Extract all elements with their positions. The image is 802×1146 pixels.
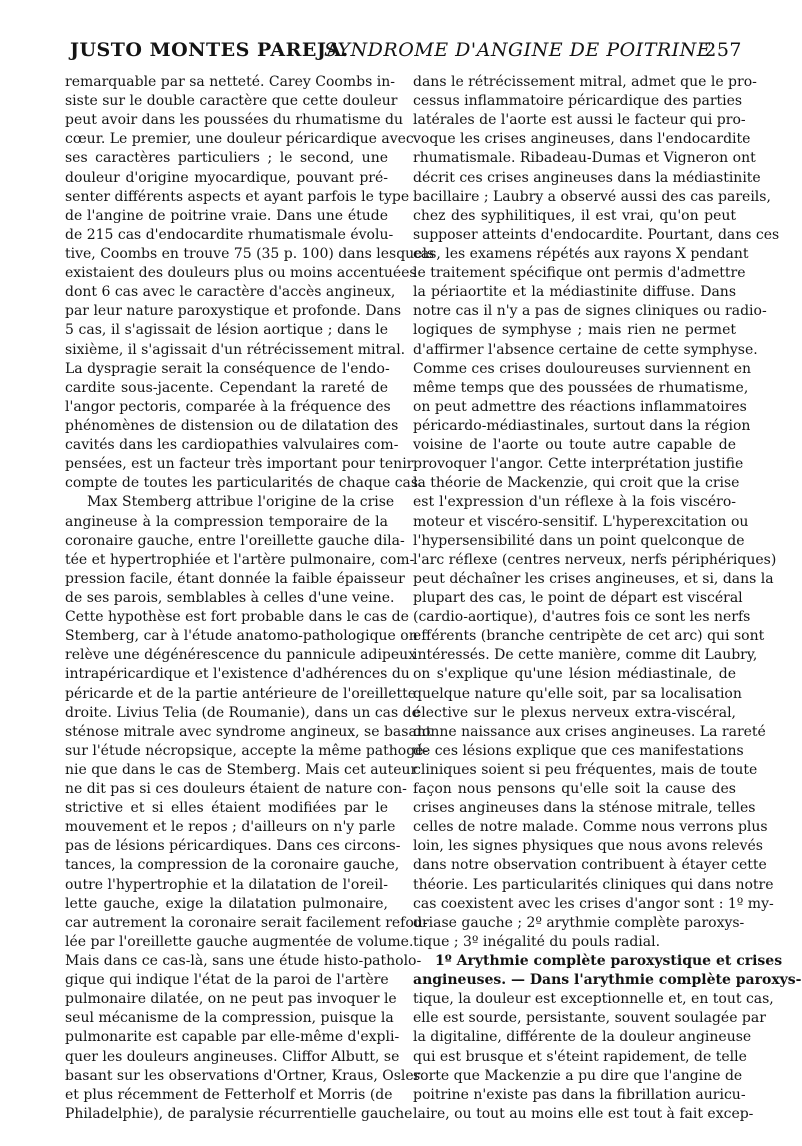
text-line: cavités dans les cardiopathies valvulaires com- (65, 437, 399, 454)
text-line: de ces lésions explique que ces manifestations (413, 742, 744, 759)
text-line: intéressés. De cette manière, comme dit Laubry, (413, 647, 758, 664)
text-line: tique ; 3º inégalité du pouls radial. (413, 933, 661, 950)
text-line: bacillaire ; Laubry a observé aussi des cas pareils, (413, 188, 771, 205)
text-line: l'arc réflexe (centres nerveux, nerfs périphériques) (413, 551, 777, 568)
text-line: par leur nature paroxystique et profonde. Dans (65, 303, 402, 320)
text-line: gique qui indique l'état de la paroi de l'artère (65, 972, 389, 989)
text-line: est l'expression d'un réflexe à la fois viscéro- (413, 494, 736, 511)
text-line: l'angor pectoris, comparée à la fréquence des (65, 398, 391, 415)
header-author: JUSTO MONTES PAREJA. (70, 39, 349, 61)
text-line: douleur d'origine myocardique, pouvant pré- (65, 169, 388, 186)
right-column (413, 73, 802, 1124)
text-line: et plus récemment de Fetterholf et Morris (de (65, 1086, 393, 1103)
text-line: intrapéricardique et l'existence d'adhérences du (65, 666, 410, 683)
text-line: de ses parois, semblables à celles d'une veine. (65, 589, 395, 606)
text-line: angineuse à la compression temporaire de la (65, 513, 388, 530)
text-line: mouvement et le repos ; d'ailleurs on n'y parle (65, 819, 396, 836)
text-line: basant sur les observations d'Ortner, Kraus, Osler (65, 1067, 421, 1084)
text-line: phénomènes de distension ou de dilatation des (65, 417, 399, 434)
text-line: peut déchaîner les crises angineuses, et si, dans la (413, 570, 774, 587)
text-line: on s'explique qu'une lésion médiastinale, de (413, 666, 736, 683)
text-line: Mais dans ce cas-là, sans une étude histo-patholo- (65, 953, 422, 970)
text-line: sténose mitrale avec syndrome angineux, se basant (65, 723, 432, 740)
page-number: 257 (704, 39, 742, 61)
text-line: senter différents aspects et ayant parfois le type (65, 188, 410, 205)
text-line: élective sur le plexus nerveux extra-viscéral, (413, 704, 736, 721)
text-line: cardite sous-jacente. Cependant la rareté de (65, 379, 388, 396)
text-line: péricarde et de la partie antérieure de l'oreillette (65, 685, 417, 702)
text-line: tive, Coombs en trouve 75 (35 p. 100) dans lesquels (65, 245, 435, 262)
text-line: Max Stemberg attribue l'origine de la crise (87, 494, 395, 511)
text-line: chez des syphilitiques, il est vrai, qu'on peut (413, 207, 736, 224)
text-line: sorte que Mackenzie a pu dire que l'angine de (413, 1067, 743, 1084)
text-line: pas de lésions péricardiques. Dans ces circons- (65, 838, 401, 855)
text-line: le traitement spécifique ont permis d'admettre (413, 265, 746, 282)
text-line: La dyspragie serait la conséquence de l'endo- (65, 360, 390, 377)
text-line: tique, la douleur est exceptionnelle et, en tout cas, (413, 991, 774, 1008)
section-heading-line: 1º Arythmie complète paroxystique et crises (435, 953, 783, 970)
text-line: ne dit pas si ces douleurs étaient de nature con- (65, 781, 407, 798)
text-line: rhumatismale. Ribadeau-Dumas et Vigneron ont (413, 150, 756, 167)
text-line: pulmonaire dilatée, on ne peut pas invoquer le (65, 991, 397, 1008)
text-line: cessus inflammatoire péricardique des parties (413, 93, 743, 110)
text-line: notre cas il n'y a pas de signes cliniques ou radio- (413, 303, 767, 320)
text-line: loin, les signes physiques que nous avons relevés (413, 838, 763, 855)
text-line: voisine de l'aorte ou toute autre capable de (413, 437, 736, 454)
text-line: compte de toutes les particularités de chaque cas. (65, 475, 423, 492)
text-line: l'hypersensibilité dans un point quelconque de (413, 532, 745, 549)
text-line: sur l'étude nécropsique, accepte la même pathogé- (65, 742, 429, 759)
header-title: SYNDROME D'ANGINE DE POITRINE (324, 39, 712, 61)
text-line: qui est brusque et s'éteint rapidement, de telle (413, 1048, 747, 1065)
text-line: Stemberg, car à l'étude anatomo-pathologique on (65, 628, 418, 645)
section-heading-line: angineuses. — Dans l'arythmie complète paroxys- (413, 972, 802, 989)
text-line: siste sur le double caractère que cette douleur (65, 93, 398, 110)
text-line: on peut admettre des réactions inflammatoires (413, 398, 747, 415)
text-line: tée et hypertrophiée et l'artère pulmonaire, com- (65, 551, 415, 568)
text-line: la périaortite et la médiastinite diffuse. Dans (413, 284, 736, 301)
text-line: strictive et si elles étaient modifiées par le (65, 800, 388, 817)
text-line: outre l'hypertrophie et la dilatation de l'oreil- (65, 876, 388, 893)
text-line: péricardo-médiastinales, surtout dans la région (413, 417, 751, 434)
text-line: remarquable par sa netteté. Carey Coombs in- (65, 74, 395, 90)
text-line: dont 6 cas avec le caractère d'accès angineux, (65, 284, 396, 301)
text-line: droite. Livius Telia (de Roumanie), dans un cas de (65, 704, 420, 721)
text-line: seul mécanisme de la compression, puisque la (65, 1010, 394, 1027)
text-line: supposer atteints d'endocardite. Pourtant, dans ces (413, 226, 780, 243)
text-line: tances, la compression de la coronaire gauche, (65, 857, 400, 874)
text-line: Philadelphie), de paralysie récurrentielle gauche (65, 1105, 413, 1122)
text-line: pensées, est un facteur très important pour tenir (65, 456, 414, 473)
running-header (70, 38, 742, 62)
text-line: Cette hypothèse est fort probable dans le cas de (65, 609, 409, 626)
text-line: de 215 cas d'endocardite rhumatismale évolu- (65, 226, 394, 243)
text-line: voque les crises angineuses, dans l'endocardite (413, 131, 751, 148)
text-line: lée par l'oreillette gauche augmentée de volume. (65, 933, 414, 950)
text-line: coronaire gauche, entre l'oreillette gauche dila- (65, 532, 405, 549)
text-line: théorie. Les particularités cliniques qui dans notre (413, 876, 774, 893)
text-line: (cardio-aortique), d'autres fois ce sont les nerfs (413, 609, 751, 626)
text-line: façon nous pensons qu'elle soit la cause des (413, 781, 736, 798)
text-line: plupart des cas, le point de départ est viscéral (413, 589, 743, 606)
text-line: même temps que des poussées de rhumatisme, (413, 379, 749, 396)
text-line: sixième, il s'agissait d'un rétrécissement mitral. (65, 341, 406, 358)
text-line: poitrine n'existe pas dans la fibrillation auricu- (413, 1086, 746, 1103)
text-line: peut avoir dans les poussées du rhumatisme du (65, 112, 404, 129)
text-line: cas, les examens répétés aux rayons X pendant (413, 245, 749, 262)
text-line: ses caractères particuliers ; le second, une (65, 150, 388, 167)
text-line: nie que dans le cas de Stemberg. Mais cet auteur (65, 761, 418, 778)
text-line: 5 cas, il s'agissait de lésion aortique ; dans le (65, 322, 388, 339)
text-line: relève une dégénérescence du pannicule adipeux (65, 647, 417, 664)
text-line: de l'angine de poitrine vraie. Dans une étude (65, 207, 388, 224)
text-line: quelque nature qu'elle soit, par sa localisation (413, 685, 742, 702)
left-column (65, 73, 435, 1124)
text-line: elle est sourde, persistante, souvent soulagée par (413, 1010, 766, 1027)
text-line: Comme ces crises douloureuses surviennent en (413, 360, 752, 377)
text-line: lette gauche, exige la dilatation pulmonaire, (65, 895, 388, 912)
text-line: latérales de l'aorte est aussi le facteur qui pro- (413, 112, 746, 129)
text-line: logiques de symphyse ; mais rien ne permet (413, 322, 736, 339)
text-line: driase gauche ; 2º arythmie complète paroxys- (413, 914, 745, 931)
text-line: cas coexistent avec les crises d'angor sont : 1º my- (413, 895, 774, 912)
text-line: laire, ou tout au moins elle est tout à fait excep- (413, 1105, 754, 1122)
text-line: pression facile, étant donnée la faible épaisseur (65, 570, 405, 587)
text-line: cœur. Le premier, une douleur péricardique avec (65, 131, 414, 148)
text-line: dans le rétrécissement mitral, admet que le pro- (413, 74, 757, 90)
text-line: provoquer l'angor. Cette interprétation justifie (413, 456, 744, 473)
text-line: efférents (branche centripète de cet arc) qui sont (413, 628, 765, 645)
text-line: moteur et viscéro-sensitif. L'hyperexcitation ou (413, 513, 749, 530)
text-line: décrit ces crises angineuses dans la médiastinite (413, 169, 761, 186)
text-line: donne naissance aux crises angineuses. La rareté (413, 723, 766, 740)
text-line: car autrement la coronaire serait facilement refou- (65, 914, 428, 931)
text-line: d'affirmer l'absence certaine de cette symphyse. (413, 341, 758, 358)
text-line: celles de notre malade. Comme nous verrons plus (413, 819, 768, 836)
text-line: pulmonarite est capable par elle-même d'expli- (65, 1029, 400, 1046)
text-line: quer les douleurs angineuses. Cliffor Albutt, se (65, 1048, 400, 1065)
text-line: cliniques soient si peu fréquentes, mais de toute (413, 761, 758, 778)
text-line: crises angineuses dans la sténose mitrale, telles (413, 800, 756, 817)
text-line: la digitaline, différente de la douleur angineuse (413, 1029, 752, 1046)
text-line: dans notre observation contribuent à étayer cette (413, 857, 767, 874)
text-line: existaient des douleurs plus ou moins accentuées (65, 265, 417, 282)
text-line: la théorie de Mackenzie, qui croit que la crise (413, 475, 740, 492)
